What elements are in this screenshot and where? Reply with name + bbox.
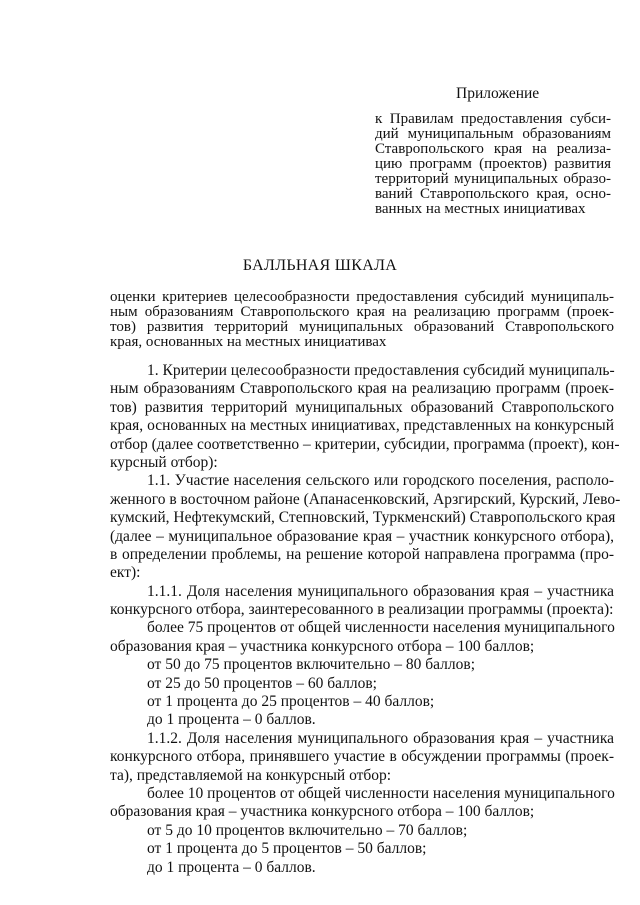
body-line: от 5 до 10 процентов включительно – 70 баллов; [147, 821, 468, 839]
body-line: более 75 процентов от общей численности населения муниципального [147, 619, 615, 637]
appendix-note-line: территорий муниципальных образо- [375, 171, 611, 187]
body-line: та), представляемой на конкурсный отбор: [110, 766, 392, 784]
subtitle-line: ным образованиям Ставропольского края на реализацию программ (проек- [110, 304, 614, 320]
subtitle-line: оценки критериев целесообразности предоставления субсидий муниципаль- [110, 289, 614, 305]
body-line: более 10 процентов от общей численности населения муниципального [147, 784, 615, 802]
appendix-note-line: ванных на местных инициативах [375, 201, 586, 217]
body-line: от 25 до 50 процентов – 60 баллов; [147, 674, 377, 692]
appendix-note-line: Ставропольского края на реализа- [375, 141, 611, 157]
appendix-title: Приложение [456, 85, 540, 102]
appendix-note-line: цию программ (проектов) развития [375, 156, 611, 172]
body-line: 1. Критерии целесообразности предоставления субсидий муниципаль- [147, 362, 615, 379]
body-line: от 1 процента до 25 процентов – 40 баллов; [147, 693, 435, 711]
body-line: тов) развития территорий муниципальных образований Ставропольского [110, 398, 614, 416]
body-line: до 1 процента – 0 баллов. [147, 711, 316, 729]
body-line: конкурсного отбора, заинтересованного в реализации программы (проекта): [110, 601, 614, 619]
body-line: отбор (далее соответственно – критерии, субсидии, программа (проект), кон- [110, 435, 620, 453]
body-line: женного в восточном районе (Апанасенковский, Арзгирский, Курский, Лево- [110, 490, 621, 508]
body-line: края, основанных на местных инициативах, представленных на конкурсный [110, 417, 614, 435]
body-line: ект): [110, 564, 141, 582]
document-title: БАЛЛЬНАЯ ШКАЛА [242, 257, 398, 274]
body-line: образования края – участника конкурсного отбора – 100 баллов; [110, 803, 535, 821]
body-line: кумский, Нефтекумский, Степновский, Туркменский) Ставропольского края [110, 509, 616, 527]
body-line: курсный отбор): [110, 453, 218, 471]
document-subtitle [110, 290, 614, 350]
appendix-note-line: ваний Ставропольского края, осно- [375, 186, 611, 202]
body-line: 1.1.2. Доля населения муниципального образования края – участника [147, 729, 614, 747]
body-line: ным образованиям Ставропольского края на реализацию программ (проек- [110, 380, 614, 398]
body-line: 1.1. Участие населения сельского или городского поселения, располо- [147, 472, 614, 490]
body-line: до 1 процента – 0 баллов. [147, 858, 316, 876]
body-line: в определении проблемы, на решение которой направлена программа (про- [110, 545, 614, 563]
subtitle-line: тов) развития территорий муниципальных образований Ставропольского [110, 319, 614, 335]
body-line: 1.1.1. Доля населения муниципального образования края – участника [147, 582, 614, 600]
body-line: конкурсного отбора, принявшего участие в обсуждении программы (проек- [110, 748, 614, 766]
document-body [110, 362, 621, 877]
appendix-note-line: дий муниципальным образованиям [375, 126, 611, 142]
subtitle-line: края, основанных на местных инициативах [110, 334, 387, 350]
appendix-note-line: к Правилам предоставления субси- [375, 111, 611, 127]
body-line: образования края – участника конкурсного отбора – 100 баллов; [110, 637, 535, 655]
appendix-note [375, 112, 611, 217]
body-line: от 50 до 75 процентов включительно – 80 баллов; [147, 656, 476, 674]
body-line: (далее – муниципальное образование края – участник конкурсного отбора), [110, 527, 614, 545]
body-line: от 1 процента до 5 процентов – 50 баллов; [147, 840, 427, 858]
